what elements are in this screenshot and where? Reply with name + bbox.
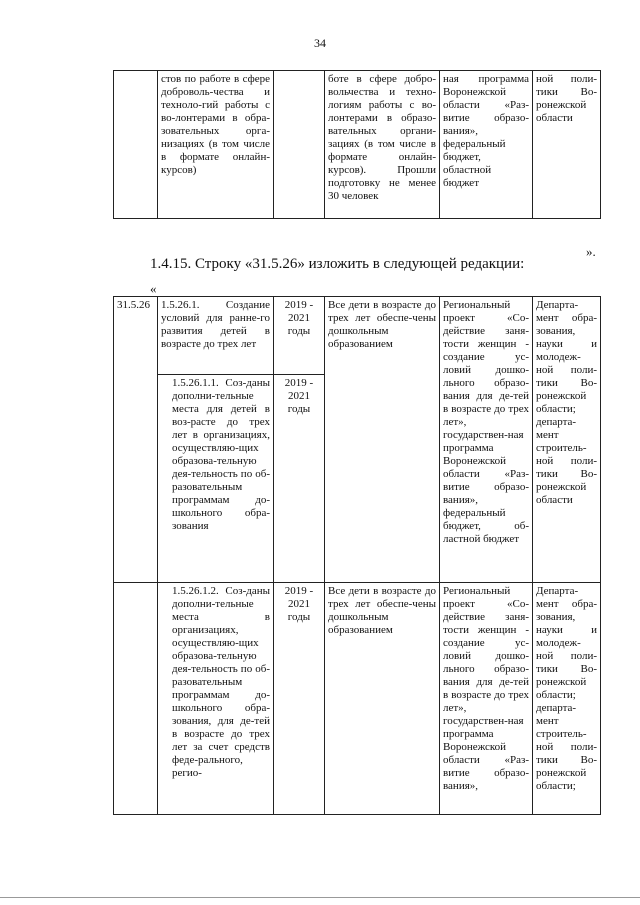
table1-years-cell bbox=[274, 71, 325, 219]
footer-divider bbox=[0, 897, 640, 898]
closing-quote: ». bbox=[586, 244, 596, 259]
table-row bbox=[114, 583, 601, 815]
row-years-cell: 2019 - 2021 годы bbox=[274, 375, 325, 583]
row-result-cell: Все дети в возрасте до трех лет обеспе-чены дошкольным образованием bbox=[325, 583, 440, 815]
table1-num-cell bbox=[114, 71, 158, 219]
row-source-cell: Региональный проект «Со-действие заня-тости женщин - создание ус-ловий дошко-льного образо-вания для де-тей в возрасте до трех лет», государствен-ная программа Воронежской области «Раз-витие образо-вания», федеральный бюджет, об-ластной бюджет bbox=[440, 297, 533, 583]
table1-result-cell: боте в сфере добро-вольчества и техно-логиям работы с во-лонтерами в образо-вательных органи-зациях (в том числе в формате онлайн-курсов). Прошли подготовку не менее 30 человек bbox=[325, 71, 440, 219]
row-name-cell: 1.5.26.1.1. Соз-даны дополни-тельные места для детей в воз-расте до трех лет в организациях, осуществляю-щих образова-тельную дея-тельность по об-разовательным программам до-школьного обра-зования bbox=[158, 375, 274, 583]
section-heading: 1.4.15. Строку «31.5.26» изложить в следующей редакции: bbox=[150, 256, 525, 272]
opening-quote: « bbox=[150, 281, 157, 296]
row-name-cell: 1.5.26.1.2. Соз-даны дополни-тельные места в организациях, осуществляю-щих образова-тельную дея-тельность по об-разовательным программам до-школьного обра-зования, для де-тей в возрасте до трех лет за счет средств феде-рального, регио- bbox=[158, 583, 274, 815]
row-exec-cell: Департа-мент обра-зования, науки и молодеж-ной поли-тики Во-ронежской области; департа-мент строитель-ной поли-тики Во-ронежской области; bbox=[533, 583, 601, 815]
row-years-cell: 2019 - 2021 годы bbox=[274, 583, 325, 815]
row-result-cell: Все дети в возрасте до трех лет обеспе-чены дошкольным образованием bbox=[325, 297, 440, 583]
row-exec-cell: Департа-мент обра-зования, науки и молодеж-ной поли-тики Во-ронежской области; департа-мент строитель-ной поли-тики Во-ронежской области bbox=[533, 297, 601, 583]
replacement-table bbox=[113, 296, 601, 815]
table-row bbox=[114, 297, 601, 375]
row-number-cell: 31.5.26 bbox=[114, 297, 158, 583]
row-name-cell: 1.5.26.1. Создание условий для ранне-го развития детей в возрасте до трех лет bbox=[158, 297, 274, 375]
table1-exec-cell: ной поли-тики Во-ронежской области bbox=[533, 71, 601, 219]
table1-source-cell: ная программа Воронежской области «Раз-витие образо-вания», федеральный бюджет, областной бюджет bbox=[440, 71, 533, 219]
table1-name-cell: стов по работе в сфере доброволь-чества и техноло-гий работы с во-лонтерами в обра-зовательных орга-низациях (в том числе в формате онлайн-курсов) bbox=[158, 71, 274, 219]
page-number: 34 bbox=[314, 36, 326, 50]
continued-table bbox=[113, 70, 601, 219]
row-years-cell: 2019 - 2021 годы bbox=[274, 297, 325, 375]
row-number-cell bbox=[114, 583, 158, 815]
row-source-cell: Региональный проект «Со-действие заня-тости женщин - создание ус-ловий дошко-льного образо-вания для де-тей в возрасте до трех лет», государствен-ная программа Воронежской области «Раз-витие образо-вания», bbox=[440, 583, 533, 815]
